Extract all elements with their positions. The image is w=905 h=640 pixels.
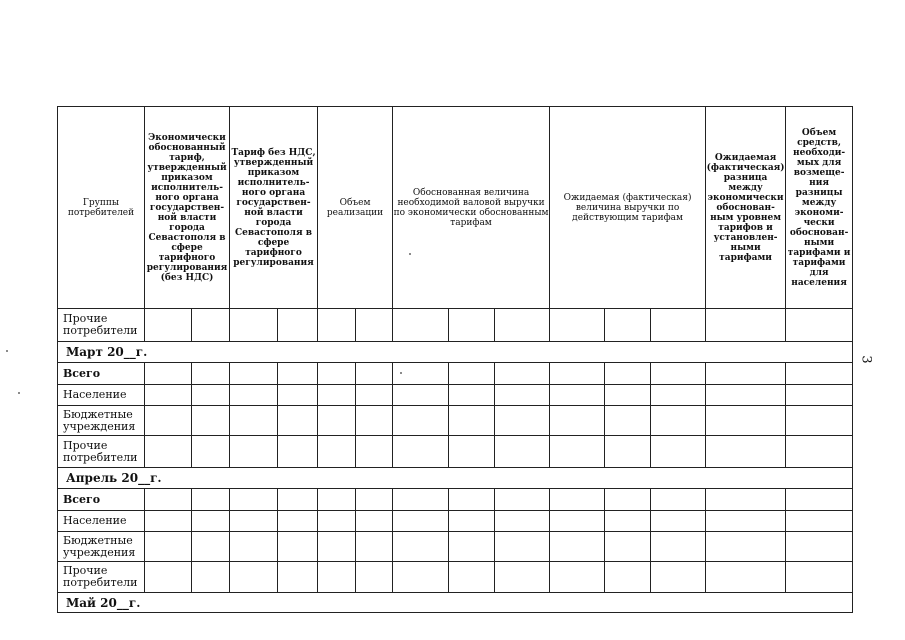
scan-speck [18,392,20,394]
table-row [58,406,853,436]
row-label-population: Население [58,511,145,532]
month-label-april: Апрель 20__г. [58,468,853,489]
month-row [58,342,853,363]
scan-speck [409,253,411,255]
row-label-population: Население [58,385,145,406]
header-row [58,107,853,309]
row-label-budget-institutions: Бюджетные учреждения [58,406,145,436]
header-expected-difference: Ожидаемая (фактическая) разница между экономически обоснован-ным уровнем тарифов и установлен-ными тарифами [706,107,786,309]
table-row [58,436,853,468]
row-label-budget-institutions: Бюджетные учреждения [58,532,145,562]
table-row [58,385,853,406]
header-tariff-no-vat: Тариф без НДС, утвержденный приказом исполнитель-ного органа государствен-ной власти города Севастополя в сфере тарифного регулирования [230,107,318,309]
scan-speck [400,372,402,374]
row-label-other-consumers: Прочие потребители [58,309,145,342]
table-row [58,309,853,342]
month-row [58,468,853,489]
table-row [58,532,853,562]
header-sales-volume: Объем реализации [318,107,393,309]
table-row [58,511,853,532]
row-label-other-consumers: Прочие потребители [58,562,145,593]
table-row [58,363,853,385]
month-label-march: Март 20__г. [58,342,853,363]
row-label-other-consumers: Прочие потребители [58,436,145,468]
row-label-total: Всего [58,489,145,511]
tariff-table-container [57,106,852,613]
row-label-total: Всего [58,363,145,385]
page-number: 3 [858,355,874,364]
header-expected-revenue: Ожидаемая (фактическая) величина выручки по действующим тарифам [550,107,706,309]
header-funds-volume: Объем средств, необходи-мых для возмеще-ния разницы между экономи-чески обоснован-ными тарифами и тарифами для населения [786,107,853,309]
table-row [58,562,853,593]
tariff-table [57,106,853,613]
header-justified-revenue: Обоснованная величина необходимой валовой выручки по экономически обоснованным тарифам [393,107,550,309]
month-row [58,593,853,613]
header-groups: Группы потребителей [58,107,145,309]
header-economic-tariff: Экономически обоснованный тариф, утвержденный приказом исполнитель-ного органа государствен-ной власти города Севастополя в сфере тарифного регулирования (без НДС) [145,107,230,309]
table-row [58,489,853,511]
scan-speck [6,350,8,352]
month-label-may: Май 20__г. [58,593,853,613]
